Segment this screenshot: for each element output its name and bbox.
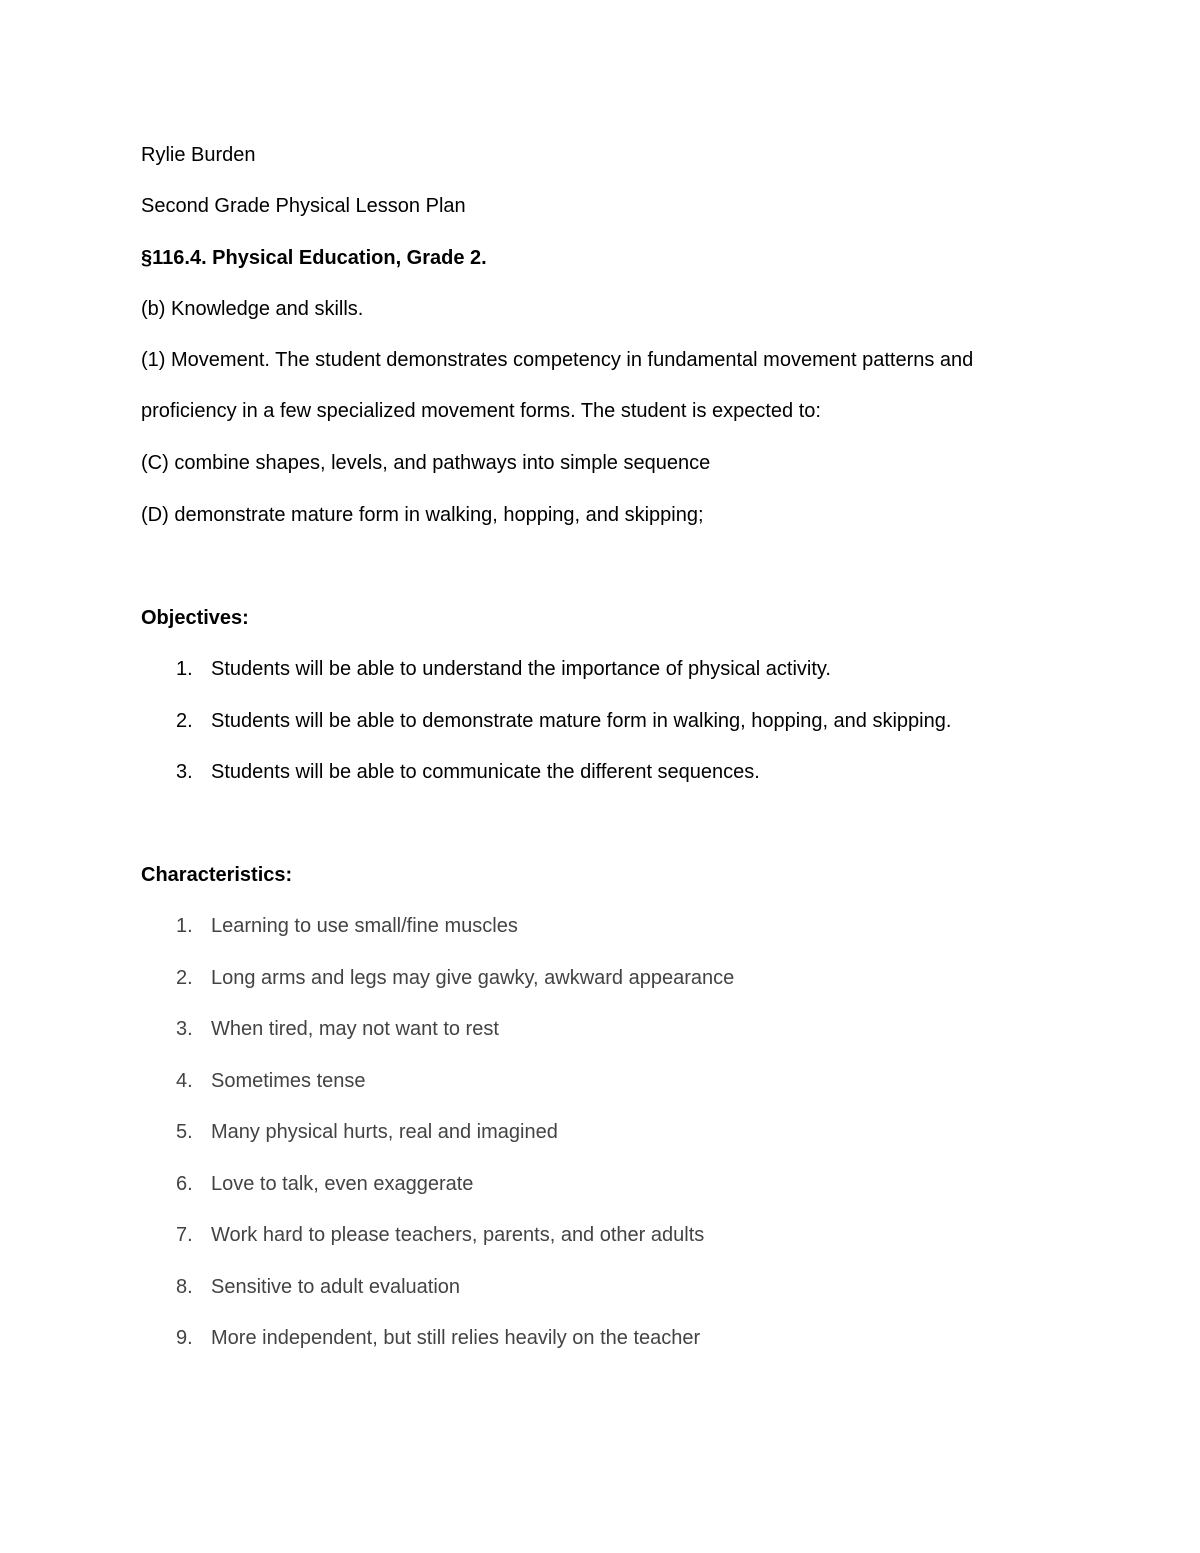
teks-heading: §116.4. Physical Education, Grade 2.: [141, 247, 487, 269]
movement-text-line-1: (1) Movement. The student demonstrates competency in fundamental movement patterns and: [141, 349, 974, 371]
standard-item-d: (D) demonstrate mature form in walking, hopping, and skipping;: [141, 504, 704, 526]
list-number: 4.: [176, 1070, 193, 1092]
list-number: 1.: [176, 658, 193, 680]
list-text: Students will be able to understand the importance of physical activity.: [211, 658, 831, 680]
list-text: Sensitive to adult evaluation: [211, 1276, 461, 1298]
author-name: Rylie Burden: [141, 144, 256, 166]
list-text: Work hard to please teachers, parents, and other adults: [211, 1224, 705, 1246]
list-number: 2.: [176, 710, 193, 732]
list-text: Students will be able to communicate the different sequences.: [211, 761, 760, 783]
characteristics-heading: Characteristics:: [141, 864, 293, 886]
list-number: 6.: [176, 1173, 193, 1195]
objectives-heading: Objectives:: [141, 607, 249, 629]
list-number: 9.: [176, 1327, 193, 1349]
list-text: Long arms and legs may give gawky, awkward appearance: [211, 967, 735, 989]
list-number: 2.: [176, 967, 193, 989]
list-number: 7.: [176, 1224, 193, 1246]
list-text: More independent, but still relies heavily on the teacher: [211, 1327, 701, 1349]
list-number: 3.: [176, 761, 193, 783]
list-text: Love to talk, even exaggerate: [211, 1173, 474, 1195]
list-text: Sometimes tense: [211, 1070, 366, 1092]
movement-text-line-2: proficiency in a few specialized movement forms. The student is expected to:: [141, 400, 821, 422]
standard-item-c: (C) combine shapes, levels, and pathways into simple sequence: [141, 452, 711, 474]
list-number: 1.: [176, 915, 193, 937]
list-text: Many physical hurts, real and imagined: [211, 1121, 558, 1143]
list-text: Learning to use small/fine muscles: [211, 915, 518, 937]
list-number: 8.: [176, 1276, 193, 1298]
document-title: Second Grade Physical Lesson Plan: [141, 195, 466, 217]
list-number: 5.: [176, 1121, 193, 1143]
list-text: Students will be able to demonstrate mature form in walking, hopping, and skipping.: [211, 710, 952, 732]
list-text: When tired, may not want to rest: [211, 1018, 499, 1040]
list-number: 3.: [176, 1018, 193, 1040]
knowledge-skills-line: (b) Knowledge and skills.: [141, 298, 364, 320]
